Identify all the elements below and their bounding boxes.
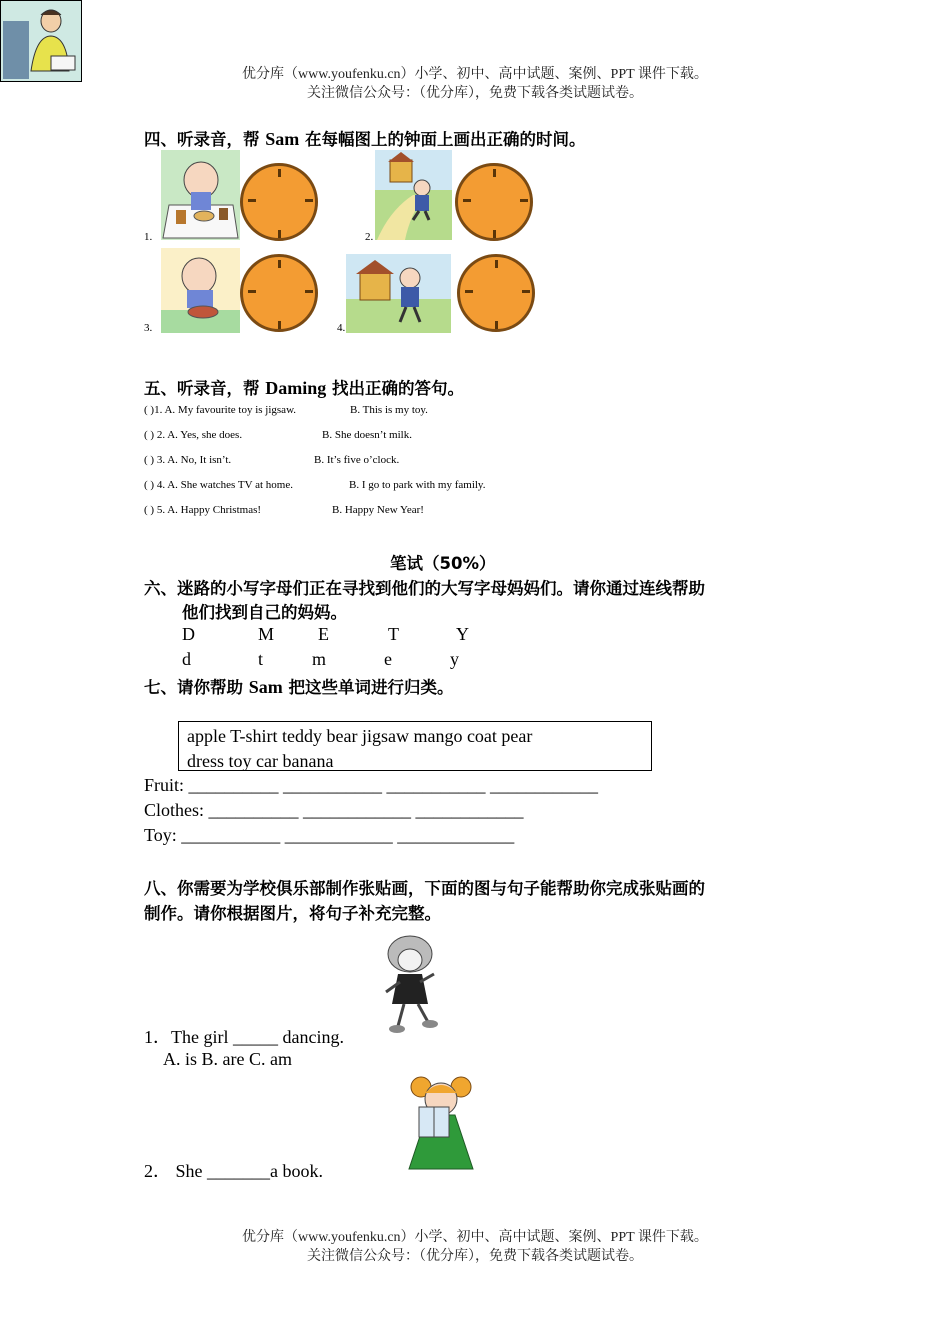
- lower-letter-t[interactable]: t: [258, 649, 264, 669]
- word-box-line2: dress toy car banana: [187, 751, 334, 771]
- clock-2[interactable]: [455, 163, 533, 241]
- clothes-answer-line[interactable]: Clothes: __________ ____________ ____________: [144, 800, 524, 820]
- section8-title-line1: 八、你需要为学校俱乐部制作张贴画，下面的图与句子能帮助你完成张贴画的: [144, 879, 705, 898]
- s8-question-2: 2． She _______a book.: [144, 1161, 323, 1181]
- written-test-title: 笔试（50%）: [390, 554, 496, 573]
- section5-title: 五、听录音，帮 Daming 找出正确的答句。: [144, 378, 465, 398]
- upper-letter-y[interactable]: Y: [456, 624, 469, 644]
- toy-answer-line[interactable]: Toy: ___________ ____________ _____________: [144, 825, 515, 845]
- dinner-picture: [161, 248, 240, 333]
- section6-title-line2: 他们找到自己的妈妈。: [182, 603, 347, 622]
- s5-q2-a: ( ) 2. A. Yes, she does.: [144, 429, 243, 441]
- walk-to-school-picture: [375, 150, 452, 240]
- clock-1[interactable]: [240, 163, 318, 241]
- s4-item-1-label: 1.: [144, 231, 153, 243]
- s8-question-1-options[interactable]: A. is B. are C. am: [163, 1049, 292, 1069]
- word-box: [178, 721, 652, 771]
- fruit-answer-line[interactable]: Fruit: __________ ___________ ___________ ____________: [144, 775, 599, 795]
- s8-question-1: 1．The girl _____ dancing.: [144, 1027, 344, 1047]
- s5-q5-a: ( ) 5. A. Happy Christmas!: [144, 504, 262, 516]
- section7-title: 七、请你帮助 Sam 把这些单词进行归类。: [144, 677, 454, 697]
- section6-title-line1: 六、迷路的小写字母们正在寻找到他们的大写字母妈妈们。请你通过连线帮助: [144, 579, 705, 598]
- lower-letter-e[interactable]: e: [384, 649, 392, 669]
- s4-item-2-label: 2.: [365, 231, 374, 243]
- upper-letter-m[interactable]: M: [258, 624, 275, 644]
- s5-q1-b: B. This is my toy.: [350, 404, 428, 416]
- header-line-1: 优分库（www.youfenku.cn）小学、初中、高中试题、案例、PPT 课件下载。: [242, 67, 708, 82]
- s5-q2-b: B. She doesn’t milk.: [322, 429, 412, 441]
- s4-item-3-label: 3.: [144, 322, 153, 334]
- lower-letter-y[interactable]: y: [450, 649, 459, 669]
- home-from-school-picture: [346, 254, 451, 333]
- reading-girl-picture: [397, 1071, 485, 1177]
- s4-item-4-label: 4.: [337, 322, 346, 334]
- s5-q1-a: ( )1. A. My favourite toy is jigsaw.: [144, 404, 297, 416]
- upper-letter-e[interactable]: E: [318, 624, 329, 644]
- s5-q3-b: B. It’s five o’clock.: [314, 454, 400, 466]
- clock-4[interactable]: [457, 254, 535, 332]
- section8-title-line2: 制作。请你根据图片，将句子补充完整。: [144, 904, 441, 923]
- section4-title: 四、听录音，帮 Sam 在每幅图上的钟面上画出正确的时间。: [144, 129, 586, 149]
- lower-letter-m[interactable]: m: [312, 649, 327, 669]
- word-box-line1: apple T-shirt teddy bear jigsaw mango coat pear: [187, 726, 533, 746]
- footer-line-2: 关注微信公众号：（优分库），免费下载各类试题试卷。: [307, 1249, 643, 1264]
- s5-q5-b: B. Happy New Year!: [332, 504, 424, 516]
- s5-q4-a: ( ) 4. A. She watches TV at home.: [144, 479, 293, 491]
- dancing-girl-picture: [380, 934, 442, 1034]
- lower-letter-d[interactable]: d: [182, 649, 191, 669]
- s5-q4-b: B. I go to park with my family.: [349, 479, 486, 491]
- clock-3[interactable]: [240, 254, 318, 332]
- eating-picture: [161, 150, 240, 240]
- s5-q3-a: ( ) 3. A. No, It isn’t.: [144, 454, 232, 466]
- header-line-2: 关注微信公众号：（优分库），免费下载各类试题试卷。: [307, 86, 643, 101]
- upper-letter-t[interactable]: T: [388, 624, 399, 644]
- footer-line-1: 优分库（www.youfenku.cn）小学、初中、高中试题、案例、PPT 课件下载。: [242, 1230, 708, 1245]
- upper-letter-d[interactable]: D: [182, 624, 195, 644]
